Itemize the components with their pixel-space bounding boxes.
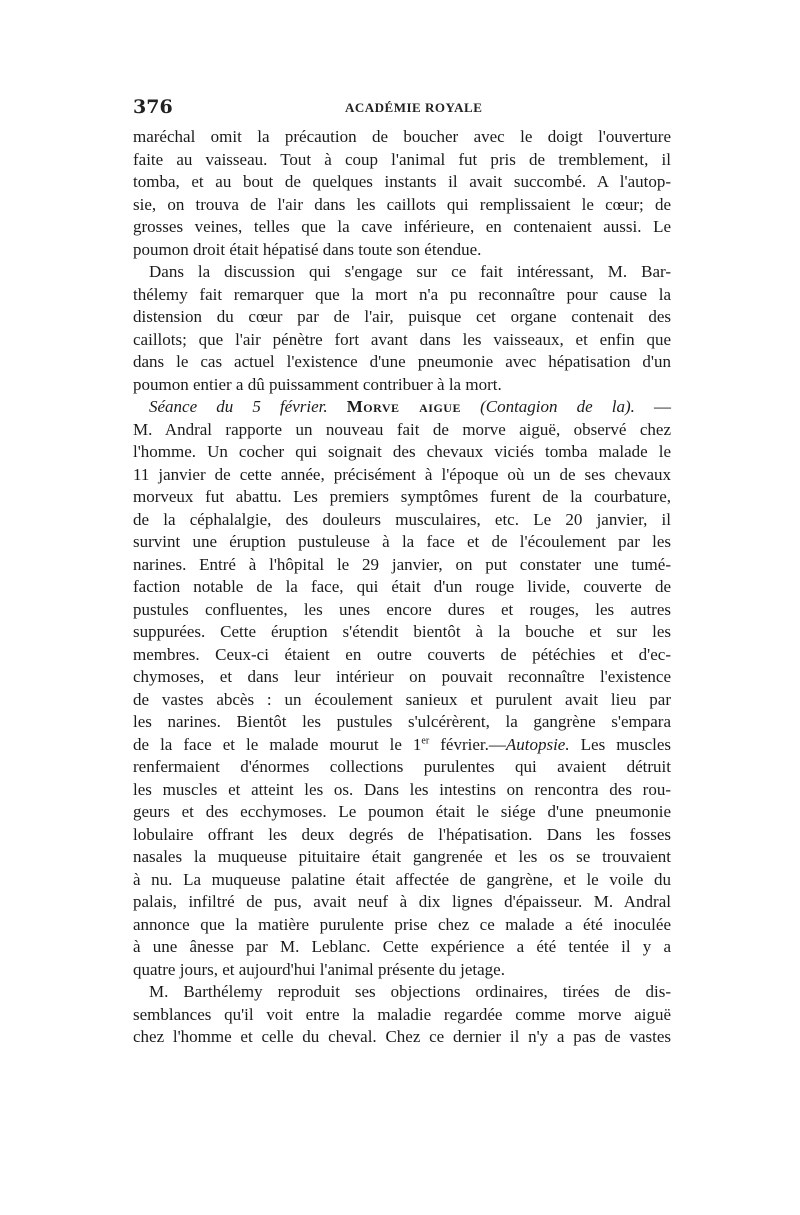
text-line: les narines. Bientôt les pustules s'ulcérèrent, la gangrène s'empara <box>133 712 671 731</box>
text-line: l'homme. Un cocher qui soignait des chevaux viciés tomba malade le <box>133 442 671 461</box>
superscript: er <box>421 734 430 746</box>
text-line: geurs et des ecchymoses. Le poumon était le siége d'une pneumonie <box>133 802 671 821</box>
autopsie-label: Autopsie. <box>505 734 570 754</box>
text-line: distension du cœur par de l'air, puisque cet organe contenait des <box>133 307 671 326</box>
em-dash: — <box>654 397 672 416</box>
text-line: grosses veines, telles que la cave inférieure, en contenaient aussi. Le <box>133 217 671 236</box>
text-line: les muscles et atteint les os. Dans les intestins on rencontra des rou- <box>133 779 671 799</box>
running-head: ACADÉMIE ROYALE <box>345 100 483 115</box>
text-line: caillots; que l'air pénètre fort avant dans les vaisseaux, et enfin que <box>133 329 671 349</box>
text-line: à nu. La muqueuse palatine était affectée de gangrène, et le voile du <box>133 869 671 889</box>
text-line: faite au vaisseau. Tout à coup l'animal fut pris de tremblement, il <box>133 149 671 169</box>
text-line: palais, infiltré de pus, avait neuf à dix lignes d'épaisseur. M. Andral <box>133 892 671 911</box>
text-line: pustules confluentes, les unes encore dures et rouges, les autres <box>133 599 671 619</box>
body-text <box>133 126 671 1049</box>
text-line: tomba, et au bout de quelques instants il avait succombé. A l'autop- <box>133 172 671 191</box>
subject-subheading: (Contagion de la). <box>480 397 635 416</box>
text-line: 11 janvier de cette année, précisément à l'époque où un de ses chevaux <box>133 464 671 484</box>
text-line: semblances qu'il voit entre la maladie regardée comme morve aiguë <box>133 1004 671 1024</box>
text-line: quatre jours, et aujourd'hui l'animal présente du jetage. <box>133 959 505 979</box>
text-line: lobulaire offrant les deux degrés de l'hépatisation. Dans les fosses <box>133 824 671 844</box>
text-line: M. Barthélemy reproduit ses objections ordinaires, tirées de dis- <box>149 982 671 1001</box>
text-line: faction notable de la face, qui était d'un rouge livide, couverte de <box>133 577 671 596</box>
text-line: renfermaient d'énormes collections purulentes qui avaient détruit <box>133 757 671 776</box>
section-heading-line <box>133 396 671 419</box>
text-line: survint une éruption pustuleuse à la face et de l'écoulement par les <box>133 532 671 551</box>
text-line: suppurées. Cette éruption s'étendit bientôt à la bouche et sur les <box>133 622 671 641</box>
text-line <box>133 734 671 757</box>
text-line: Dans la discussion qui s'engage sur ce fait intéressant, M. Bar- <box>149 262 671 281</box>
text-line: membres. Ceux-ci étaient en outre couverts de pétéchies et d'ec- <box>133 644 671 664</box>
text-fragment: de la face et le malade mourut le 1 <box>133 734 422 754</box>
text-line: chymoses, et dans leur intérieur on pouvait reconnaître l'existence <box>133 667 671 686</box>
text-line: poumon entier a dû puissamment contribuer à la mort. <box>133 374 502 394</box>
text-fragment: Les muscles <box>569 734 672 754</box>
text-line: narines. Entré à l'hôpital le 29 janvier, on put constater une tumé- <box>133 554 671 574</box>
text-line: sie, on trouva de l'air dans les caillots qui remplissaient le cœur; de <box>133 194 671 214</box>
text-line: annonce que la matière purulente prise chez ce malade a été inoculée <box>133 914 671 934</box>
text-line: maréchal omit la précaution de boucher avec le doigt l'ouverture <box>133 127 671 146</box>
text-line: dans le cas actuel l'existence d'une pneumonie avec hépatisation d'un <box>133 352 671 371</box>
text-line: nasales la muqueuse pituitaire était gangrenée et les os se trouvaient <box>133 847 671 866</box>
text-line: à une ânesse par M. Leblanc. Cette expérience a été tentée il y a <box>133 937 671 956</box>
text-fragment: février.— <box>429 734 506 754</box>
text-line: poumon droit était hépatisé dans toute son étendue. <box>133 239 482 259</box>
session-date: Séance du 5 février. <box>149 397 328 416</box>
text-line: morveux fut abattu. Les premiers symptômes furent de la courbature, <box>133 487 671 506</box>
text-line: de la céphalalgie, des douleurs musculaires, etc. Le 20 janvier, il <box>133 509 671 529</box>
subject-heading: Morve aigue <box>346 397 461 416</box>
page-number: 376 <box>133 96 173 118</box>
text-line: chez l'homme et celle du cheval. Chez ce dernier il n'y a pas de vastes <box>133 1027 671 1046</box>
text-line: M. Andral rapporte un nouveau fait de morve aiguë, observé chez <box>133 419 671 439</box>
text-line: thélemy fait remarquer que la mort n'a pu reconnaître pour cause la <box>133 284 671 304</box>
text-line: de vastes abcès : un écoulement sanieux et purulent avait lieu par <box>133 689 671 709</box>
page-header <box>133 96 671 120</box>
